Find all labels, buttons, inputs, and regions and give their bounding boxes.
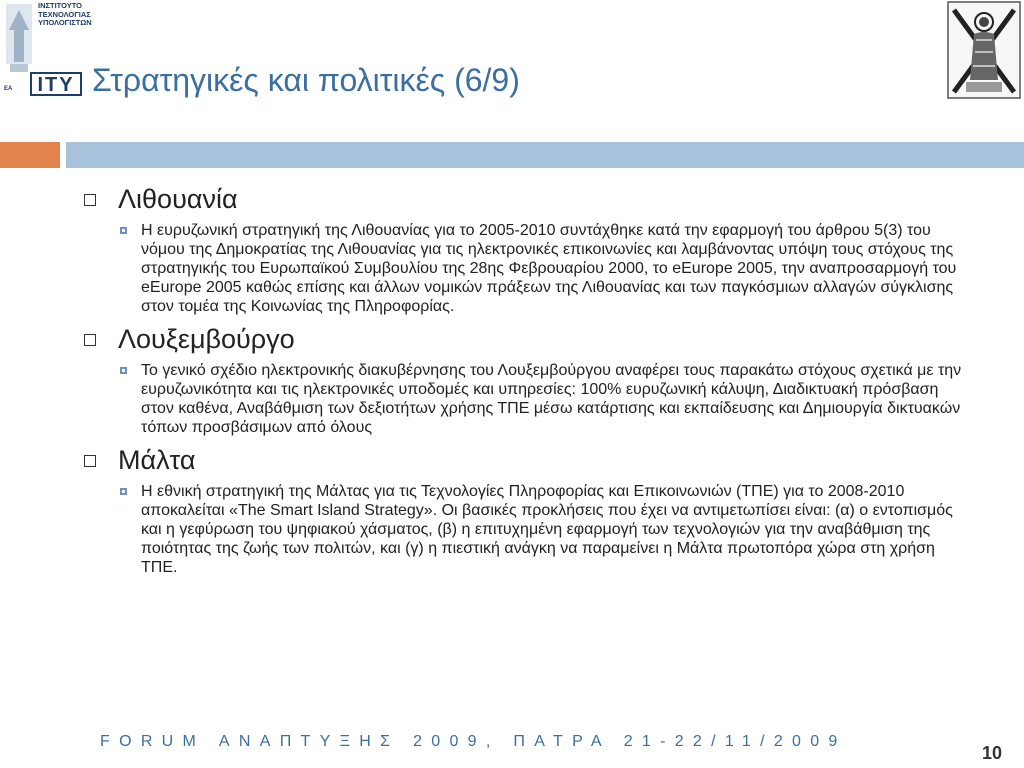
header-bar-blue bbox=[66, 142, 1024, 168]
small-square-bullet-icon bbox=[120, 227, 127, 234]
country-heading bbox=[82, 324, 982, 355]
header-bar-orange bbox=[0, 142, 60, 168]
bullet-text: Το γενικό σχέδιο ηλεκτρονικής διακυβέρνησης του Λουξεμβούργου αναφέρει τους παρακάτω στόχους σχετικά με την ευρυζωνικότητα και τις ηλεκτρονικές υποδομές και υπηρεσίες: 100% ευρυζωνική κάλυψη, Διαδικτυακή πρόσβαση στον καθένα, Αναβάθμιση των δεξιοτήτων χρήσης ΤΠΕ μέσω κατάρτισης και εκπαίδευσης και Δημιουργία δικτυακών τόπων προσβάσιμων από όλους bbox=[141, 362, 962, 436]
country-name: Μάλτα bbox=[118, 445, 196, 475]
footer-text: FORUM ΑΝΑΠΤΥΞΗΣ 2009, ΠΑΤΡΑ 21-22/11/2009 bbox=[100, 733, 847, 750]
section-luxembourg bbox=[82, 324, 982, 437]
section-lithuania bbox=[82, 184, 982, 316]
square-bullet-icon bbox=[84, 194, 96, 206]
slide-content bbox=[82, 180, 982, 585]
small-square-bullet-icon bbox=[120, 488, 127, 495]
bullet-text: Η ευρυζωνική στρατηγική της Λιθουανίας για το 2005-2010 συντάχθηκε κατά την εφαρμογή του άρθρου 5(3) του νόμου της Δημοκρατίας της Λιθουανίας για τις ηλεκτρονικές επικοινωνίες και λαμβάνοντας υπόψη τους στόχους της στρατηγικής του Ευρωπαϊκού Συμβουλίου της 28ης Φεβρουαρίου 2000, το eEurope 2005, την αναπροσαρμογή του eEurope 2005 καθώς επίσης και άλλων νομικών πράξεων της Λιθουανίας και των παγκόσμιων αλλαγών σύγκλισης στον τομέα της Κοινωνίας της Πληροφορίας. bbox=[141, 222, 957, 315]
page-title: Στρατηγικές και πολιτικές (6/9) bbox=[92, 62, 520, 98]
saint-emblem-icon bbox=[946, 0, 1022, 100]
logo-line-1: ΙΝΣΤΙΤΟΥΤΟ bbox=[38, 1, 83, 10]
page-number: 10 bbox=[982, 743, 1003, 763]
logo-line-3: ΥΠΟΛΟΓΙΣΤΩΝ bbox=[38, 18, 92, 27]
small-square-bullet-icon bbox=[120, 367, 127, 374]
list-item bbox=[120, 361, 982, 437]
square-bullet-icon bbox=[84, 455, 96, 467]
country-heading bbox=[82, 445, 982, 476]
bullet-text: Η εθνική στρατηγική της Μάλτας για τις Τεχνολογίες Πληροφορίας και Επικοινωνιών (ΤΠΕ) για το 2008-2010 αποκαλείται «The Smart Island Strategy». Οι βασικές προκλήσεις που έχει να αντιμετωπίσει είναι: (α) ο εντοπισμός και η γεφύρωση του ψηφιακού χάσματος, (β) η επιτυχημένη εφαρμογή των τεχνολογιών για την αναβάθμιση της ποιότητας της ζωής των πολιτών, και (γ) η πιεστική ανάγκη να παραμείνει η Μάλτα πρωτοπόρα χώρα στη χρήση ΤΠΕ. bbox=[141, 483, 953, 576]
section-malta bbox=[82, 445, 982, 577]
institute-logo-text bbox=[38, 1, 92, 28]
country-name: Λουξεμβούργο bbox=[118, 324, 295, 354]
list-item bbox=[120, 221, 982, 316]
logo-small-text: ΕΑ bbox=[4, 86, 13, 92]
square-bullet-icon bbox=[84, 334, 96, 346]
country-heading bbox=[82, 184, 982, 215]
list-item bbox=[120, 482, 982, 577]
institute-logo bbox=[2, 0, 92, 100]
logo-acronym: ITY bbox=[30, 72, 82, 96]
country-name: Λιθουανία bbox=[118, 184, 238, 214]
logo-line-2: ΤΕΧΝΟΛΟΓΙΑΣ bbox=[38, 9, 91, 19]
